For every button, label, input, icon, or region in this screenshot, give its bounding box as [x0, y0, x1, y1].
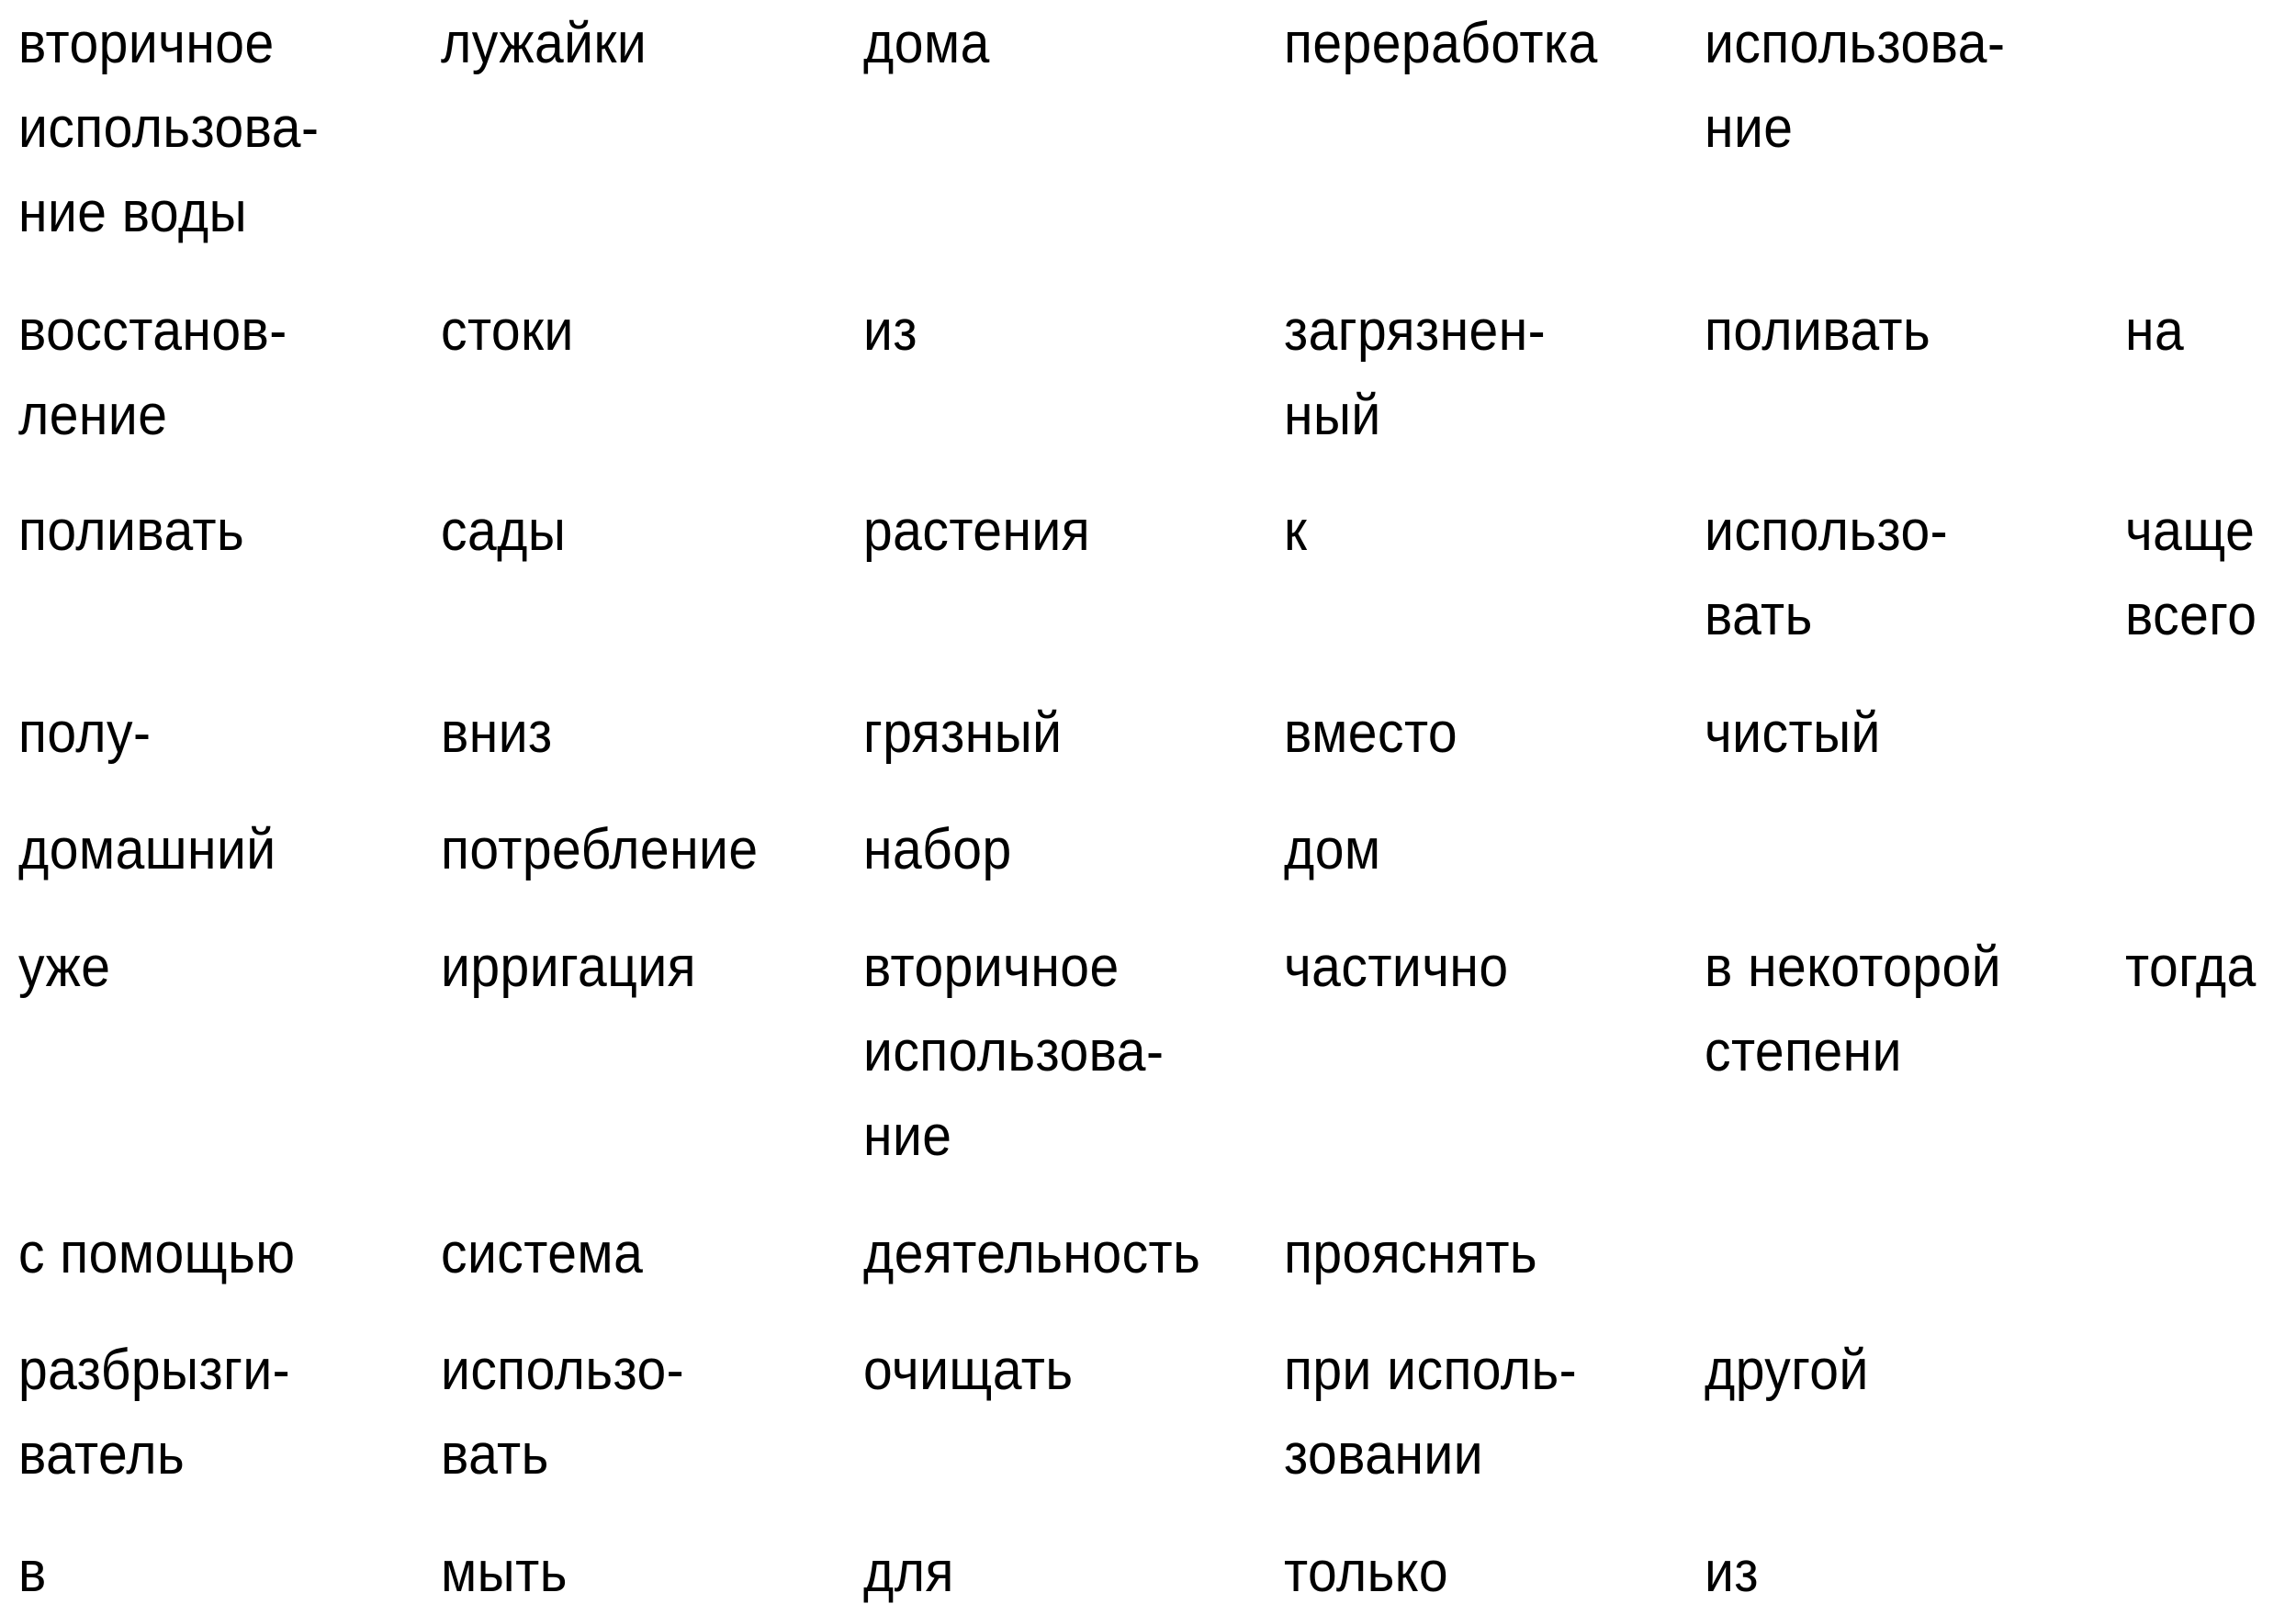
- word-r5-c3: набор: [863, 818, 1012, 881]
- word-r9-c4: только: [1284, 1541, 1449, 1604]
- word-r3-c3: растения: [863, 499, 1091, 563]
- word-r7-c4: прояснять: [1284, 1222, 1538, 1285]
- word-r1-c4: переработка: [1284, 12, 1598, 75]
- word-r4-c4: вместо: [1284, 701, 1458, 765]
- word-r1-c3: дома: [863, 12, 990, 75]
- word-r3-c4: к: [1284, 499, 1308, 563]
- word-r1-c1: вторичное использова- ние воды: [18, 12, 320, 244]
- word-r6-c1: уже: [18, 936, 111, 999]
- word-r9-c1: в: [18, 1541, 47, 1604]
- word-r5-c4: дом: [1284, 818, 1381, 881]
- word-r2-c1: восстанов- ление: [18, 299, 287, 447]
- word-r8-c1: разбрызги- ватель: [18, 1339, 291, 1486]
- word-r5-c2: потребление: [441, 818, 759, 881]
- word-r3-c6: чаще всего: [2125, 499, 2257, 647]
- word-r2-c3: из: [863, 299, 917, 363]
- word-r3-c2: сады: [441, 499, 567, 563]
- word-r4-c2: вниз: [441, 701, 553, 765]
- word-r8-c4: при исполь- зовании: [1284, 1339, 1578, 1486]
- word-r8-c2: использо- вать: [441, 1339, 685, 1486]
- word-r2-c5: поливать: [1705, 299, 1931, 363]
- word-r9-c5: из: [1705, 1541, 1759, 1604]
- word-r8-c3: очищать: [863, 1339, 1074, 1402]
- word-r9-c2: мыть: [441, 1541, 568, 1604]
- word-r6-c3: вторичное использова- ние: [863, 936, 1165, 1168]
- word-r3-c5: использо- вать: [1705, 499, 1949, 647]
- word-r4-c1: полу-: [18, 701, 152, 765]
- word-r6-c2: ирригация: [441, 936, 697, 999]
- word-r6-c5: в некоторой степени: [1705, 936, 2002, 1083]
- word-r6-c4: частично: [1284, 936, 1509, 999]
- word-r5-c1: домашний: [18, 818, 276, 881]
- word-r4-c3: грязный: [863, 701, 1063, 765]
- word-r7-c3: деятельность: [863, 1222, 1201, 1285]
- word-r7-c2: система: [441, 1222, 644, 1285]
- word-r3-c1: поливать: [18, 499, 245, 563]
- word-r1-c2: лужайки: [441, 12, 647, 75]
- word-r6-c6: тогда: [2125, 936, 2257, 999]
- word-r7-c1: с помощью: [18, 1222, 296, 1285]
- word-r2-c2: стоки: [441, 299, 574, 363]
- word-r8-c5: другой: [1705, 1339, 1869, 1402]
- word-r4-c5: чистый: [1705, 701, 1881, 765]
- word-r2-c6: на: [2125, 299, 2185, 363]
- word-r9-c3: для: [863, 1541, 954, 1604]
- word-r2-c4: загрязнен- ный: [1284, 299, 1547, 447]
- word-r1-c5: использова- ние: [1705, 12, 2006, 160]
